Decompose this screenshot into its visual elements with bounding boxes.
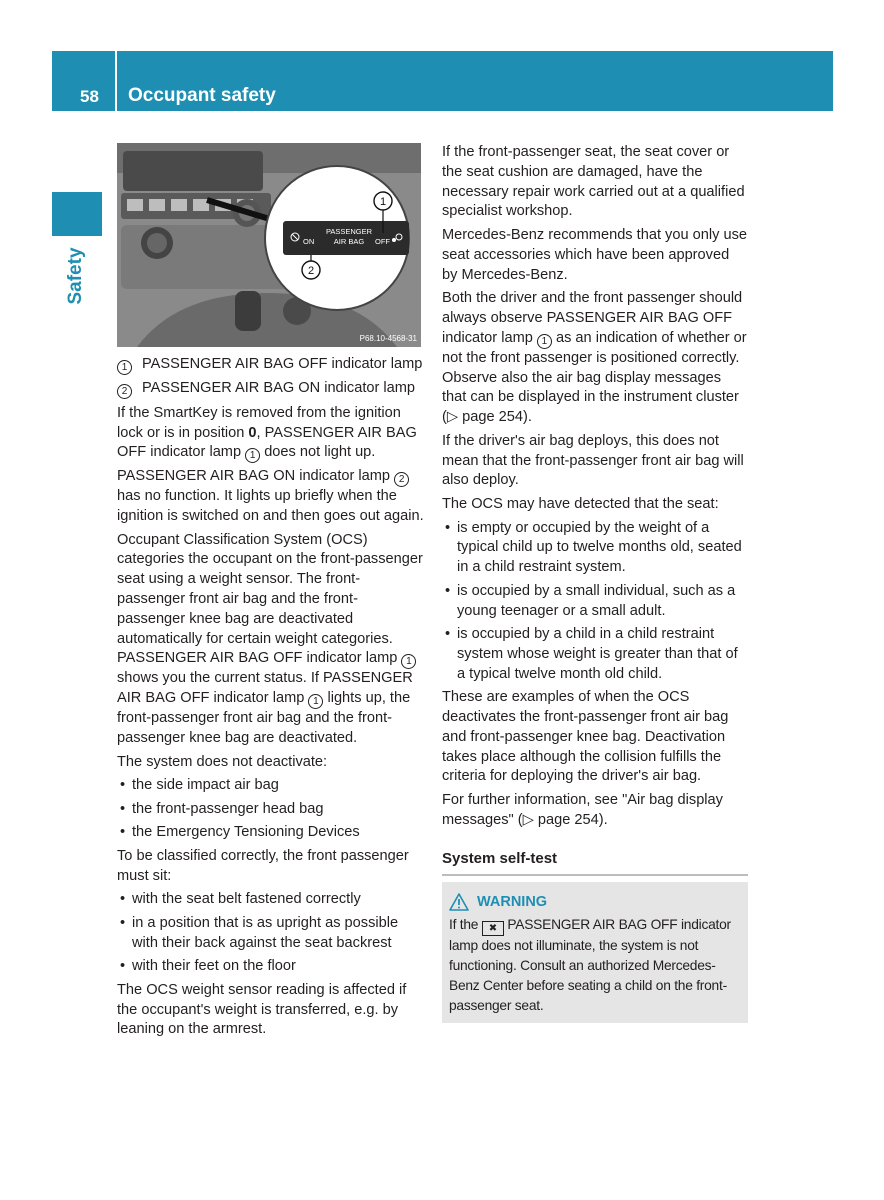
panel-on-label: ON <box>303 237 315 246</box>
paragraph-ocs-detected: The OCS may have detected that the seat: <box>442 495 719 512</box>
caption-2-number: 2 <box>117 384 132 399</box>
right-column <box>442 143 748 1023</box>
section-title: Occupant safety <box>128 85 276 106</box>
page-number: 58 <box>80 87 99 106</box>
warning-box <box>442 882 748 1023</box>
list-item: • is occupied by a child in a child restraint system whose weight is greater than that of a typical twelve month old child. <box>442 625 748 684</box>
panel-off-label: OFF <box>375 237 390 246</box>
ref-1-icon: 1 <box>308 694 323 709</box>
list-item: • the Emergency Tensioning Devices <box>117 823 425 843</box>
callout-2-label: 2 <box>307 265 315 277</box>
ref-2-icon: 2 <box>394 472 409 487</box>
page-header <box>52 51 833 111</box>
warning-header <box>449 892 741 912</box>
caption-1-text: PASSENGER AIR BAG OFF indicator lamp <box>142 356 423 372</box>
left-column <box>117 143 425 1044</box>
airbag-off-indicator-icon: ✖ <box>482 921 504 936</box>
list-item: • with the seat belt fastened correctly <box>117 890 425 910</box>
callout-1-label: 1 <box>379 196 387 208</box>
list-item: • the side impact air bag <box>117 776 425 796</box>
panel-label-bottom: AIR BAG <box>333 237 365 246</box>
subheading-self-test: System self-test <box>442 849 748 877</box>
paragraph-ocs: Occupant Classification System (OCS) categories the occupant on the front-passenger seat using a weight sensor. The front-passenger front air bag and the front-passenger knee bag are deactivated automatically for certain weight categories. PASSENGER AIR BAG OFF indicator lamp 1 shows you the current status. If PASSENGER AIR BAG OFF indicator lamp 1 lights up, the front-passenger front air bag and the front-passenger knee bag are deactivated. <box>117 531 423 746</box>
list-item: • is empty or occupied by the weight of a typical child up to twelve months old, seated in a child restraint system. <box>442 519 748 578</box>
list-item: • is occupied by a small individual, such as a young teenager or a small adult. <box>442 582 748 622</box>
panel-label-top: PASSENGER <box>325 227 373 236</box>
warning-title: WARNING <box>477 894 548 911</box>
paragraph-damage: If the front-passenger seat, the seat cover or the seat cushion are damaged, have the necessary repair work carried out at a qualified specialist workshop. <box>442 144 745 220</box>
ref-1-icon: 1 <box>401 654 416 669</box>
list-item: • with their feet on the floor <box>117 957 425 977</box>
warning-triangle-icon <box>449 893 469 911</box>
page-number-box <box>52 51 115 111</box>
caption-1-number: 1 <box>117 360 132 375</box>
page-ref-link[interactable]: ▷ page 254). <box>446 409 532 426</box>
dashboard-figure <box>117 143 421 347</box>
side-tab-marker <box>52 192 102 236</box>
caption-2 <box>117 379 425 399</box>
list-item: • the front-passenger head bag <box>117 800 425 820</box>
side-tab-label: Safety <box>65 247 86 305</box>
paragraph-observe: Both the driver and the front passenger should always observe PASSENGER AIR BAG OFF indicator lamp 1 as an indication of whether or not the front passenger is positioned correctly. Observe also the air bag display messages that can be displayed in the instrument cluster (▷ page 254). <box>442 290 747 426</box>
caption-1 <box>117 355 425 375</box>
dashboard-photo <box>117 143 421 347</box>
paragraph-smartkey: If the SmartKey is removed from the ignition lock or is in position 0, PASSENGER AIR BAG OFF indicator lamp 1 does not light up. <box>117 404 417 462</box>
ref-1-icon: 1 <box>245 448 260 463</box>
paragraph-accessories: Mercedes-Benz recommends that you only use seat accessories which have been approved by Mercedes-Benz. <box>442 226 747 283</box>
paragraph-examples: These are examples of when the OCS deactivates the front-passenger front air bag and front-passenger knee bag. Deactivation takes place although the collision fulfills the criteria for deploying the driver's air bag. <box>442 689 729 785</box>
ref-1-icon: 1 <box>537 334 552 349</box>
paragraph-on-lamp: PASSENGER AIR BAG ON indicator lamp 2 has no function. It lights up briefly when the ignition is switched on and then goes out again. <box>117 468 424 524</box>
warning-text: If the ✖ PASSENGER AIR BAG OFF indicator lamp does not illuminate, the system is not functioning. Consult an authorized Mercedes-Benz Center before seating a child on the front-passenger seat. <box>449 917 731 1014</box>
paragraph-classified: To be classified correctly, the front passenger must sit: <box>117 847 409 884</box>
paragraph-further-info[interactable]: For further information, see "Air bag display messages" (▷ page 254). <box>442 792 723 828</box>
list-item: • in a position that is as upright as possible with their back against the seat backrest <box>117 914 425 954</box>
paragraph-driver-airbag: If the driver's air bag deploys, this does not mean that the front-passenger front air bag will also deploy. <box>442 432 744 489</box>
figure-code: P68.10-4568-31 <box>359 334 417 343</box>
paragraph-weight-sensor: The OCS weight sensor reading is affected if the occupant's weight is transferred, e.g. by leaning on the armrest. <box>117 981 407 1038</box>
section-title-bar <box>117 51 833 111</box>
caption-2-text: PASSENGER AIR BAG ON indicator lamp <box>142 379 416 396</box>
paragraph-not-deactivate: The system does not deactivate: <box>117 753 328 770</box>
